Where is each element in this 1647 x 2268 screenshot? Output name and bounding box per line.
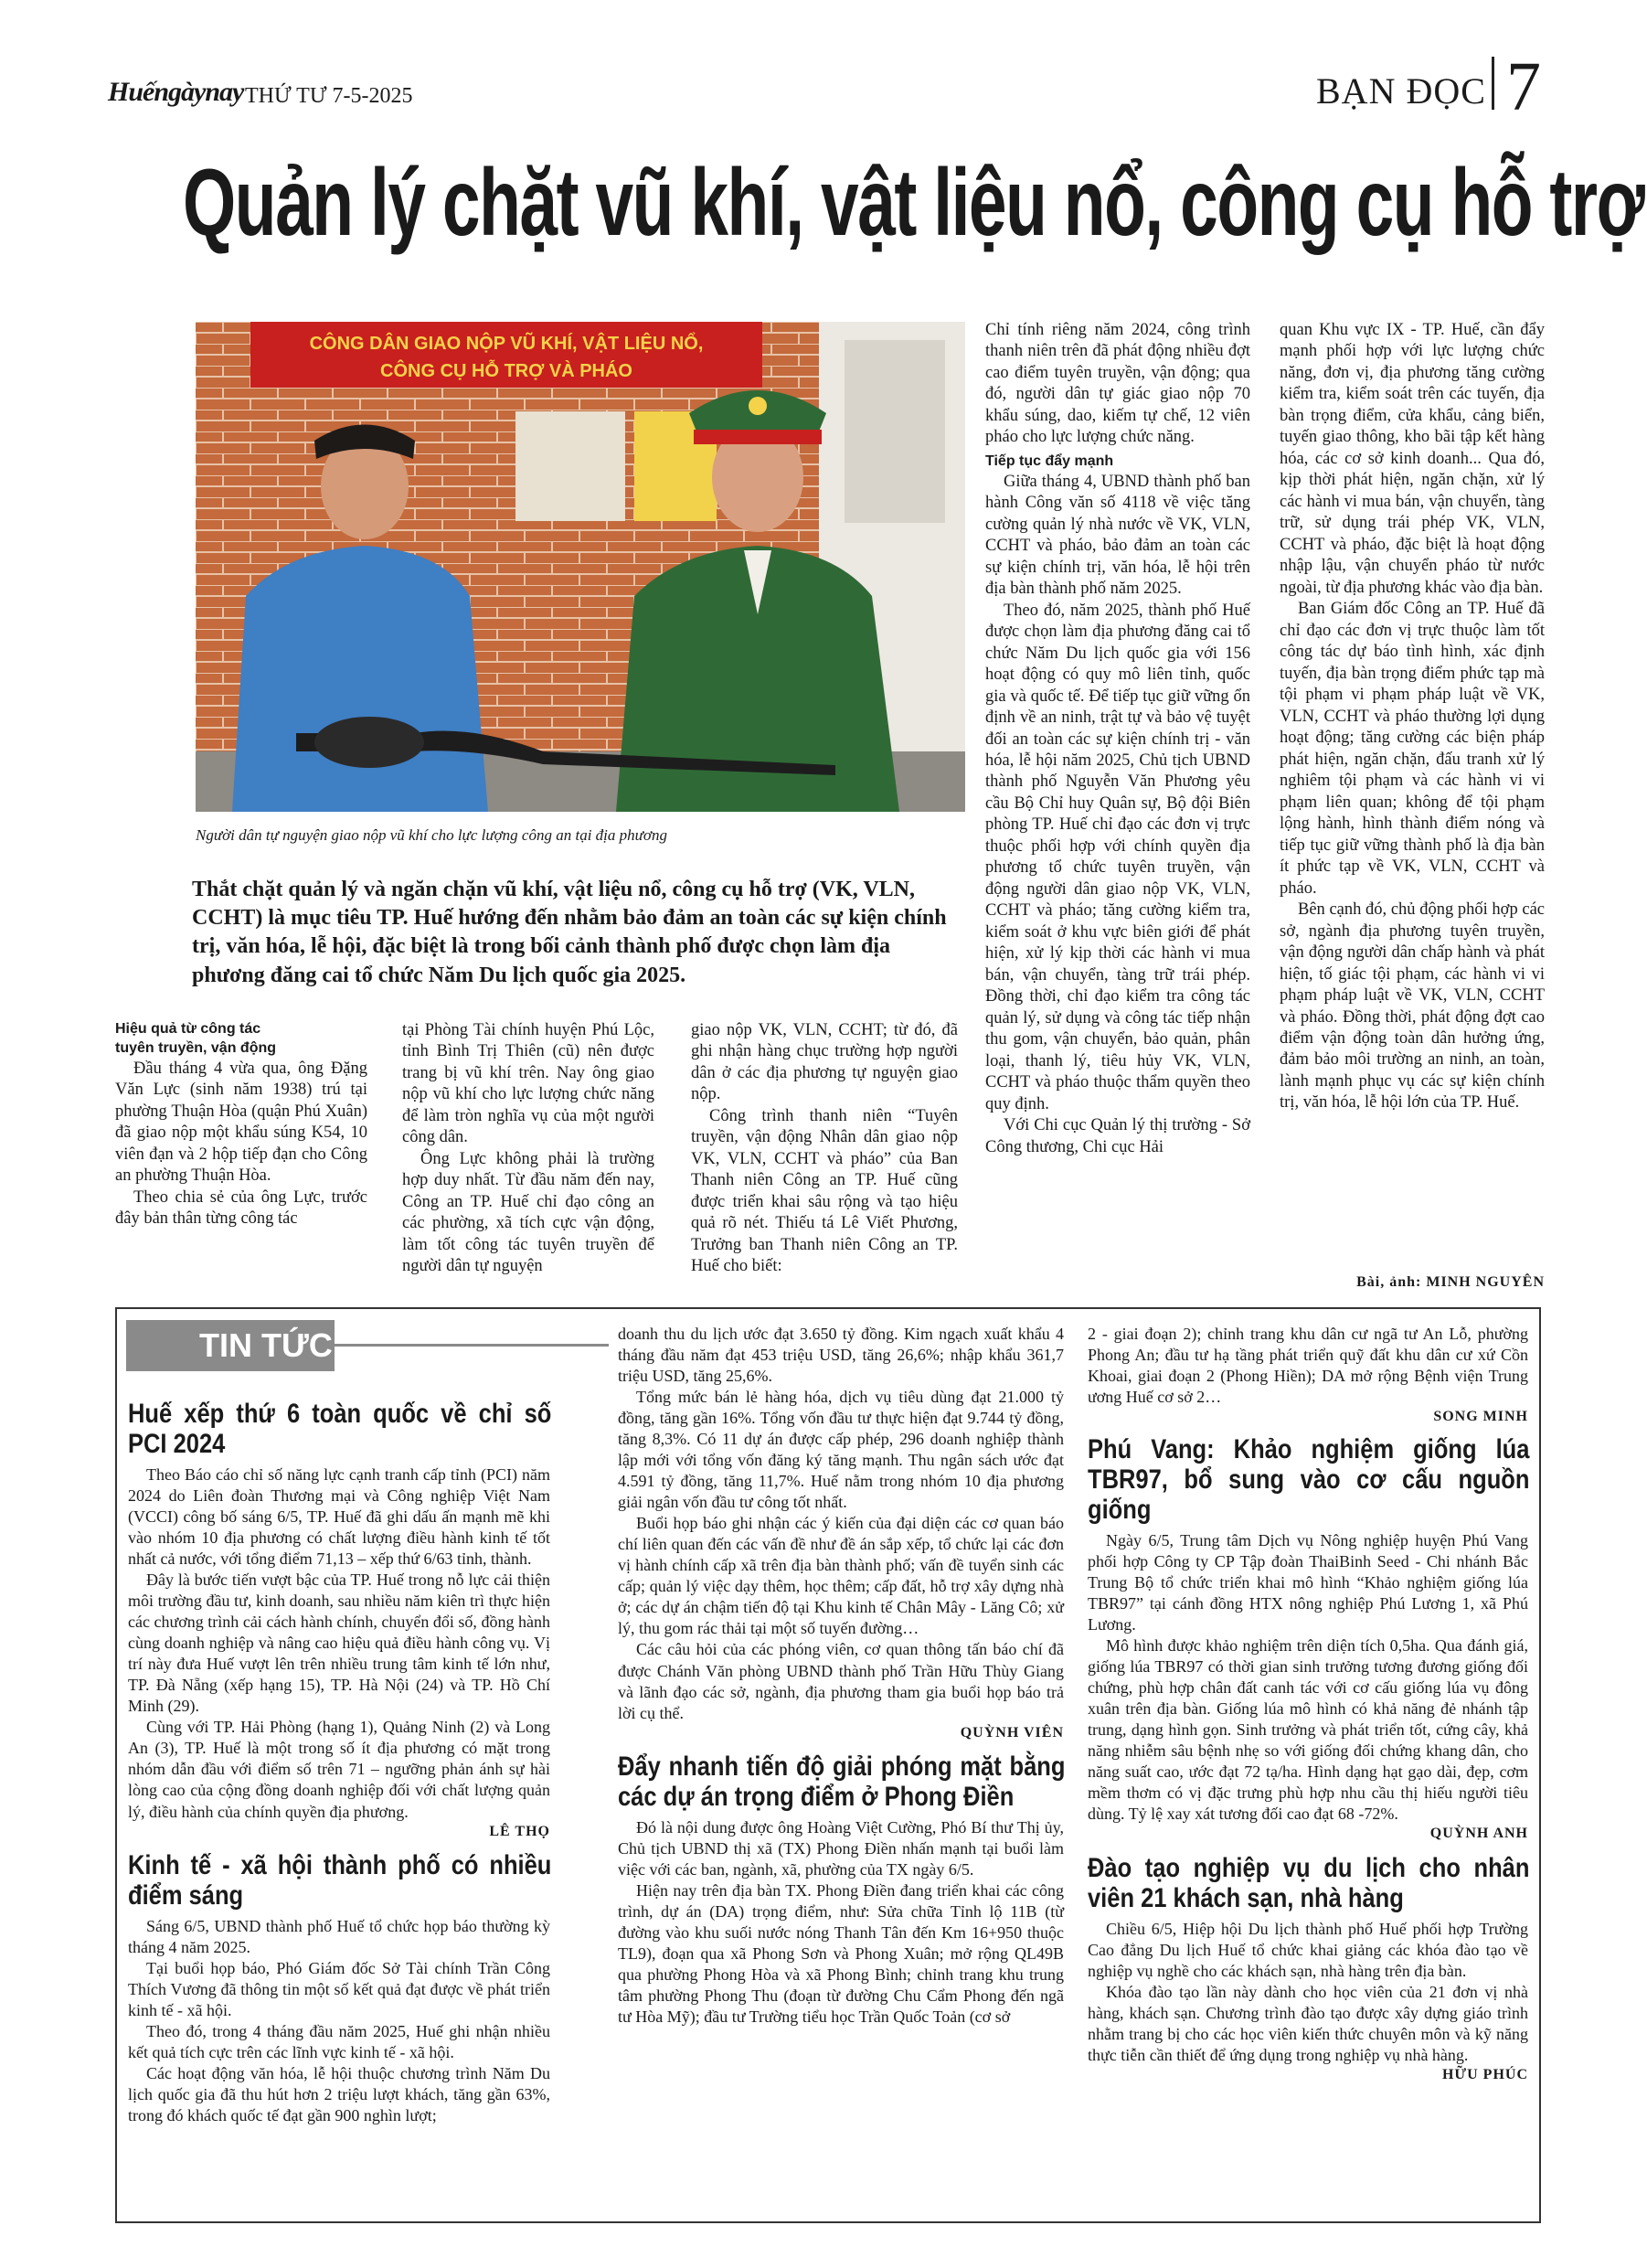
paragraph: Đầu tháng 4 vừa qua, ông Đặng Văn Lực (sinh năm 1938) trú tại phường Thuận Hòa (quận Phú Xuân) đã giao nộp một khẩu súng K54, 10 viên đạn và 2 hộp tiếp đạn cho Công an phường Thuận Hòa.: [115, 1059, 367, 1186]
article-column-5: [1280, 320, 1545, 1114]
banner-text-line1: CÔNG DÂN GIAO NỘP VŨ KHÍ, VẬT LIỆU NỔ,: [309, 334, 704, 354]
paragraph: quan Khu vực IX - TP. Huế, cần đẩy mạnh phối hợp với lực lượng chức năng, đơn vị, địa phương tăng cường kiểm tra, kiểm soát trên các tuyến, địa bàn trọng điểm, cửa khẩu, cảng biển, tuyến giao thông, kho bãi tập kết hàng hóa, các cơ sở kinh doanh... Qua đó, kịp thời phát hiện, ngăn chặn, xử lý các hành vi mua bán, vận chuyển, tàng trữ, sử dụng trái phép VK, VLN, CCHT và pháo, đặc biệt là hoạt động nhập lậu, vận chuyển pháo từ nước ngoài, từ địa phương khác vào địa bàn.: [1280, 321, 1545, 597]
news-box-title: TIN TỨC: [126, 1320, 335, 1371]
news-title-phong-dien: Đẩy nhanh tiến độ giải phóng mặt bằng các dự án trọng điểm ở Phong Điền: [618, 1752, 1066, 1813]
paragraph: 2 - giai đoạn 2); chỉnh trang khu dân cư ngã tư An Lỗ, phường Phong An; đầu tư hạ tầng phát triển quỹ đất khu dân cư xứ Cồn Khoai, giai đoạn 2 (Phong Hiền); DA mở rộng Bệnh viện Trung ương Huế cơ sở 2…: [1088, 1325, 1528, 1407]
paragraph: Theo đó, trong 4 tháng đầu năm 2025, Huế ghi nhận nhiều kết quả tích cực trên các lĩnh vực kinh tế - xã hội.: [128, 2022, 550, 2062]
photo-caption: Người dân tự nguyện giao nộp vũ khí cho lực lượng công an tại địa phương: [196, 826, 667, 844]
paragraph: Giữa tháng 4, UBND thành phố ban hành Công văn số 4118 về việc tăng cường quản lý nhà nước về VK, VLN, CCHT và pháo, bảo đảm an toàn các sự kiện chính trị, văn hóa, lễ hội trên địa bàn thành phố năm 2025.: [985, 472, 1250, 599]
paragraph: Đó là nội dung được ông Hoàng Việt Cường, Phó Bí thư Thị ủy, Chủ tịch UBND thị xã (TX) Phong Điền nhấn mạnh tại buổi làm việc với các ban, ngành, xã, phường của TX ngày 6/5.: [618, 1818, 1064, 1879]
news-column-2: [618, 1324, 1064, 2028]
news-title-phu-vang: Phú Vang: Khảo nghiệm giống lúa TBR97, bổ sung vào cơ cấu nguồn giống: [1088, 1433, 1530, 1525]
paragraph: Chỉ tính riêng năm 2024, công trình thanh niên trên đã phát động nhiều đợt cao điểm tuyên truyền, vận động; qua đó, người dân tự giác giao nộp 70 khẩu súng, dao, kiếm tự chế, 12 viên pháo cho lực lượng chức năng.: [985, 321, 1250, 447]
article-column-4: [985, 320, 1250, 1158]
paragraph: Buổi họp báo ghi nhận các ý kiến của đại diện các cơ quan báo chí liên quan đến các vấn đề như đề án sắp xếp, tổ chức lại các đơn vị hành chính cấp xã trên địa bàn thành phố; vấn đề tuyển sinh các cấp; quản lý việc dạy thêm, học thêm; cấp đất, hỗ trợ xây dựng nhà ở; các dự án chậm tiến độ tại Khu kinh tế Chân Mây - Lăng Cô; xử lý, thu gom rác thải tại một số tuyến đường…: [618, 1514, 1064, 1638]
news-byline: LÊ THỌ: [489, 1823, 550, 1839]
paragraph: Bên cạnh đó, chủ động phối hợp các sở, ngành địa phương tuyên truyền, vận động người dân chấp hành và phát hiện, tố giác tội phạm, các hành vi vi phạm pháp luật về VK, VLN, CCHT và pháo. Đồng thời, phát động đợt cao điểm vận động toàn dân hưởng ứng, đảm bảo môi trường an ninh, an toàn, lành mạnh phục vụ các sự kiện chính trị, văn hóa, lễ hội lớn của TP. Huế.: [1280, 900, 1545, 1113]
paragraph: Sáng 6/5, UBND thành phố Huế tổ chức họp báo thường kỳ tháng 4 năm 2025.: [128, 1917, 550, 1957]
paragraph: Theo chia sẻ của ông Lực, trước đây bản thân từng công tác: [115, 1187, 367, 1228]
paragraph: Khóa đào tạo lần này dành cho học viên của 21 đơn vị nhà hàng, khách sạn. Chương trình đào tạo được xây dựng giáo trình nhằm trang bị cho các học viên kiến thức chuyên môn và kỹ năng thực tiễn cần thiết để ứng dụng trong nghiệp vụ nhà hàng.: [1088, 1982, 1528, 2064]
paragraph: Với Chi cục Quản lý thị trường - Sở Công thương, Chi cục Hải: [985, 1116, 1250, 1156]
paragraph: Các câu hỏi của các phóng viên, cơ quan thông tấn báo chí đã được Chánh Văn phòng UBND thành phố Trần Hữu Thùy Giang và lãnh đạo các sở, ngành, địa phương tham gia buổi họp báo trả lời cụ thể.: [618, 1640, 1064, 1722]
subhead-2: Tiếp tục đẩy mạnh: [985, 453, 1114, 469]
newspaper-logo: Huếngàynay: [108, 77, 244, 107]
news-byline: HỮU PHÚC: [1441, 2066, 1528, 2082]
article-byline: Bài, ảnh: MINH NGUYÊN: [1356, 1274, 1545, 1290]
page-number: 7: [1506, 48, 1541, 125]
paragraph: Ban Giám đốc Công an TP. Huế đã chỉ đạo các đơn vị trực thuộc làm tốt công tác dự báo tình hình, xác định tuyến, địa bàn trọng điểm phức tạp mà tội phạm vi phạm pháp luật về VK, VLN, CCHT và pháo thường lợi dụng hoạt động; tăng cường các biện pháp phát hiện, ngăn chặn, đấu tranh xử lý nghiêm tội phạm và các hành vi vi phạm liên quan; không để tội phạm lộng hành, hình thành điểm nóng và tiếp tục giữ vững thành phố là địa bàn ít phức tạp về VK, VLN, CCHT và pháo.: [1280, 600, 1545, 898]
paragraph: Các hoạt động văn hóa, lễ hội thuộc chương trình Năm Du lịch quốc gia đã thu hút hơn 2 triệu lượt khách, tăng gần 63%, trong đó khách quốc tế đạt gần 900 nghìn lượt;: [128, 2064, 550, 2125]
news-byline: SONG MINH: [1433, 1409, 1528, 1425]
news-title-kinh-te: Kinh tế - xã hội thành phố có nhiều điểm sáng: [128, 1850, 552, 1911]
paragraph: Công trình thanh niên “Tuyên truyền, vận động Nhân dân giao nộp VK, VLN, CCHT và pháo” của Ban Thanh niên Công an TP. Huế cũng được triển khai sâu rộng và tạo hiệu quả rõ nét. Thiếu tá Lê Viết Phương, Trưởng ban Thanh niên Công an TP. Huế cho biết:: [691, 1106, 958, 1276]
news-title-pci: Huế xếp thứ 6 toàn quốc về chỉ số PCI 2024: [128, 1399, 552, 1459]
news-title-dao-tao: Đào tạo nghiệp vụ du lịch cho nhân viên 21 khách sạn, nhà hàng: [1088, 1852, 1530, 1913]
article-photo: [196, 322, 965, 812]
paragraph: Chiều 6/5, Hiệp hội Du lịch thành phố Huế phối hợp Trường Cao đẳng Du lịch Huế tổ chức khai giảng các khóa đào tạo về nghiệp vụ nghề cho các khách sạn, nhà hàng trên địa bàn.: [1088, 1919, 1528, 1980]
subhead-1-line2: tuyên truyền, vận động: [115, 1039, 277, 1056]
news-byline: QUỲNH ANH: [1429, 1826, 1528, 1842]
news-box-title-rule: [335, 1344, 609, 1347]
paragraph: Tại buổi họp báo, Phó Giám đốc Sở Tài chính Trần Công Thích Vương đã thông tin một số kết quả đạt được về phát triển kinh tế - xã hội.: [128, 1959, 550, 2020]
news-column-1: [128, 1399, 550, 2126]
news-column-3: [1088, 1324, 1528, 2084]
paragraph: Theo Báo cáo chỉ số năng lực cạnh tranh cấp tỉnh (PCI) năm 2024 do Liên đoàn Thương mại và Công nghiệp Việt Nam (VCCI) công bố sáng 6/5, TP. Huế đã ghi dấu ấn mạnh mẽ khi vào nhóm 10 địa phương có chất lượng điều hành kinh tế tốt nhất cả nước, với tổng điểm 71,13 – xếp thứ 6/63 tỉnh, thành.: [128, 1465, 550, 1569]
article-column-1: [115, 1020, 367, 1230]
article-lead: Thắt chặt quản lý và ngăn chặn vũ khí, vật liệu nổ, công cụ hỗ trợ (VK, VLN, CCHT) là mục tiêu TP. Huế hướng đến nhằm bảo đảm an toàn các sự kiện chính trị, văn hóa, lễ hội, đặc biệt là trong bối cảnh thành phố được chọn làm địa phương đăng cai tổ chức Năm Du lịch quốc gia 2025.: [192, 878, 947, 987]
paragraph: giao nộp VK, VLN, CCHT; từ đó, đã ghi nhận hàng chục trường hợp người dân ở các địa phương tự nguyện giao nộp.: [691, 1021, 958, 1104]
paragraph: Tổng mức bán lẻ hàng hóa, dịch vụ tiêu dùng đạt 21.000 tỷ đồng, tăng gần 16%. Tổng vốn đầu tư thực hiện đạt 9.744 tỷ đồng, tăng 8,3%. Có 11 dự án được cấp phép, 296 doanh nghiệp thành lập mới với tổng vốn đăng ký tăng mạnh. Thu ngân sách ước đạt 4.591 tỷ đồng, tăng 11,7%. Huế nằm trong nhóm 10 địa phương giải ngân vốn đầu tư công tốt nhất.: [618, 1388, 1064, 1512]
news-byline: QUỲNH VIÊN: [960, 1724, 1064, 1741]
paragraph: Ông Lực không phải là trường hợp duy nhất. Từ đầu năm đến nay, Công an TP. Huế chỉ đạo công an các phường, xã tích cực vận động, làm tốt công tác tuyên truyền để người dân tự nguyện: [402, 1149, 654, 1276]
paragraph: tại Phòng Tài chính huyện Phú Lộc, tỉnh Bình Trị Thiên (cũ) nên được trang bị vũ khí trên. Nay ông giao nộp vũ khí cho lực lượng chức năng để làm tròn nghĩa vụ của một người công dân.: [402, 1021, 654, 1147]
paragraph: doanh thu du lịch ước đạt 3.650 tỷ đồng. Kim ngạch xuất khẩu 4 tháng đầu năm đạt 453 triệu USD, tăng 26,6%; nhập khẩu 361,7 triệu USD, tăng 25,6%.: [618, 1325, 1064, 1386]
subhead-1-line1: Hiệu quả từ công tác: [115, 1021, 261, 1037]
paragraph: Mô hình được khảo nghiệm trên diện tích 0,5ha. Qua đánh giá, giống lúa TBR97 có thời gian sinh trưởng tương đương giống đối chứng, phù hợp chân đất canh tác với cơ cấu giống lúa vụ đông xuân trên địa bàn. Giống lúa mô hình có khả năng đẻ nhánh tập trung, dạng hình gọn. Sinh trưởng và phát triển tốt, cứng cây, khả năng nhiễm sâu bệnh nhẹ so với giống đối chứng khang dân, cho năng suất cao, ước đạt 72 tạ/ha. Hình dạng hạt gạo dài, đẹp, cơm mềm thơm có vị đặc trưng phù hợp nhu cầu thị hiếu người tiêu dùng. Tỷ lệ xay xát tương đối cao đạt 68 -72%.: [1088, 1635, 1528, 1823]
banner-text-line2: CÔNG CỤ HỖ TRỢ VÀ PHÁO: [380, 361, 632, 381]
main-headline: Quản lý chặt vũ khí, vật liệu nổ, công cụ hỗ trợ: [183, 150, 1644, 256]
article-column-2: [402, 1020, 654, 1278]
paragraph: Đây là bước tiến vượt bậc của TP. Huế trong nỗ lực cải thiện môi trường đầu tư, kinh doanh, sau nhiều năm kiên trì thực hiện các chương trình cải cách hành chính, chuyển đổi số, đồng hành cùng doanh nghiệp và nâng cao hiệu quả điều hành công vụ. Vị trí này đưa Huế vượt lên trên nhiều trung tâm kinh tế lớn như, TP. Đà Nẵng (xếp hạng 15), TP. Hà Nội (24) và TP. Hồ Chí Minh (29).: [128, 1571, 550, 1716]
paragraph: Theo đó, năm 2025, thành phố Huế được chọn làm địa phương đăng cai tổ chức Năm Du lịch quốc gia với 156 hoạt động có quy mô liên tỉnh, quốc gia và quốc tế. Để tiếp tục giữ vững ổn định về an ninh, trật tự và bảo vệ tuyệt đối an toàn các sự kiện chính trị - văn hóa, lễ hội năm 2025, Chủ tịch UBND thành phố Nguyễn Văn Phương yêu cầu Bộ Chỉ huy Quân sự, Bộ đội Biên phòng TP. Huế chỉ đạo các đơn vị trực thuộc phối hợp với chính quyền địa phương tổ chức tuyên truyền, vận động người dân giao nộp VK, VLN, CCHT và pháo; tăng cường kiểm tra, kiểm soát ở khu vực biên giới để phát hiện, xử lý kịp thời các hành vi mua bán, vận chuyển, tàng trữ trái phép. Đồng thời, chỉ đạo kiểm tra công tác quản lý, sử dụng và công tác tiếp nhận thu gom, vận chuyển, bảo quản, phân loại, thanh lý, tiêu hủy VK, VLN, CCHT và pháo thuộc thẩm quyền theo quy định.: [985, 601, 1250, 1113]
article-column-3: [691, 1020, 958, 1278]
photo-illustration: [196, 322, 965, 812]
paragraph: Ngày 6/5, Trung tâm Dịch vụ Nông nghiệp huyện Phú Vang phối hợp Công ty CP Tập đoàn ThaiBinh Seed - Chi nhánh Bắc Trung Bộ tổ chức triển khai mô hình “Khảo nghiệm giống lúa TBR97” tại cánh đồng HTX nông nghiệp Phú Lương 1, xã Phú Lương.: [1088, 1530, 1528, 1634]
issue-date: THỨ TƯ 7-5-2025: [245, 84, 413, 108]
header-divider: [1492, 57, 1494, 110]
paragraph: Hiện nay trên địa bàn TX. Phong Điền đang triển khai các công trình, dự án (DA) trọng điểm, như: Sửa chữa Tỉnh lộ 11B (từ đường vào khu suối nước nóng Thanh Tân đến Km 16+950 thuộc TL9), đoạn qua xã Phong Sơn và Phong Xuân; mở rộng QL49B qua phường Phong Hòa và xã Phong Bình; chỉnh trang khu trung tâm phường Phong Thu (đoạn từ đường Chu Cẩm Phong đến ngã tư Hòa Mỹ); đầu tư Trường tiểu học Trần Quốc Toản (cơ sở: [618, 1881, 1064, 2027]
phone-notice: [515, 411, 625, 521]
paragraph: Cùng với TP. Hải Phòng (hạng 1), Quảng Ninh (2) và Long An (3), TP. Huế là một trong số ít địa phương có mặt trong nhóm dẫn đầu với điểm số trên 71 – ngưỡng phản ánh sự hài lòng cao của cộng đồng doanh nghiệp đối với chất lượng quản lý, điều hành của chính quyền địa phương.: [128, 1718, 550, 1821]
section-name: BẠN ĐỌC: [1316, 70, 1486, 112]
